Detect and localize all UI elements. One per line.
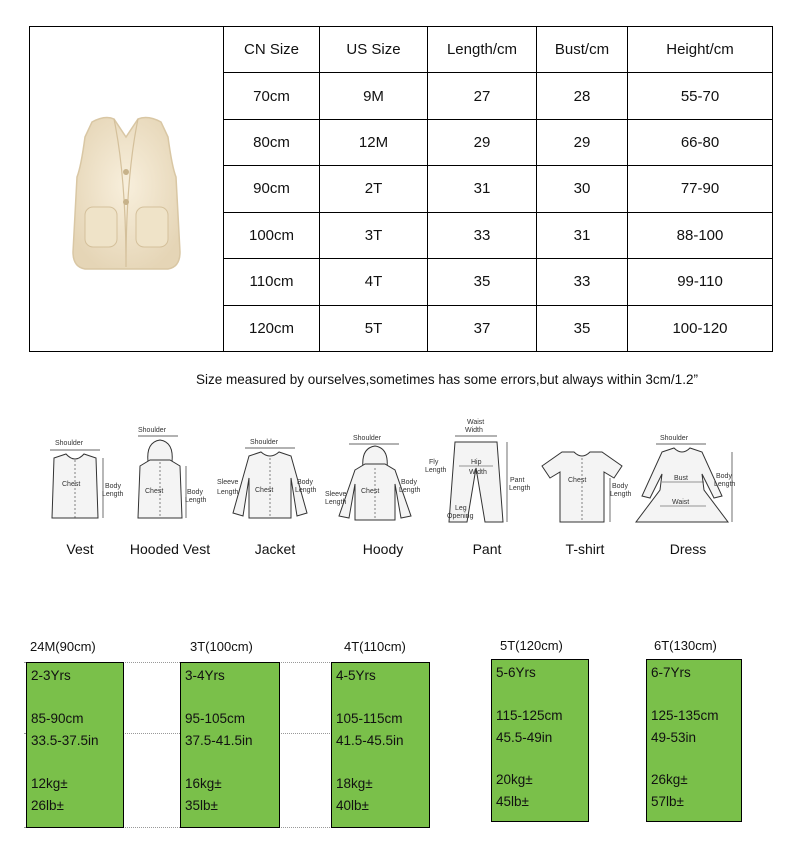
table-cell: 30 bbox=[537, 166, 628, 212]
col-header-height: Height/cm bbox=[628, 27, 773, 73]
col-header-cn-size: CN Size bbox=[224, 27, 320, 73]
age-years: 4-5Yrs bbox=[336, 668, 376, 683]
col-header-bust: Bust/cm bbox=[537, 27, 628, 73]
table-cell: 12M bbox=[320, 119, 428, 165]
table-cell: 90cm bbox=[224, 166, 320, 212]
measure-label: Length bbox=[102, 491, 124, 498]
age-height-in: 37.5-41.5in bbox=[185, 733, 253, 748]
table-cell: 35 bbox=[537, 305, 628, 351]
age-card bbox=[331, 662, 430, 828]
age-title: 24M(90cm) bbox=[30, 639, 96, 654]
measure-label: Shoulder bbox=[660, 435, 689, 442]
measure-label: Chest bbox=[145, 488, 164, 495]
age-title: 3T(100cm) bbox=[190, 639, 253, 654]
measure-label: Width bbox=[465, 427, 483, 434]
measure-label: Length bbox=[399, 487, 421, 494]
age-weight-lb: 35lb± bbox=[185, 798, 218, 813]
label-tshirt: T-shirt bbox=[565, 541, 605, 557]
measure-label: Chest bbox=[255, 487, 274, 494]
measure-label: Body bbox=[187, 489, 203, 496]
age-years: 6-7Yrs bbox=[651, 665, 691, 680]
table-cell: 100cm bbox=[224, 212, 320, 258]
measure-label: Opening bbox=[447, 513, 474, 520]
measure-label: Sleeve bbox=[217, 479, 239, 486]
label-jacket: Jacket bbox=[254, 541, 296, 557]
age-title: 6T(130cm) bbox=[654, 638, 717, 653]
measure-label: Length bbox=[425, 467, 447, 474]
table-cell: 9M bbox=[320, 73, 428, 119]
age-title: 5T(120cm) bbox=[500, 638, 563, 653]
table-cell: 66-80 bbox=[628, 119, 773, 165]
table-cell: 31 bbox=[428, 166, 537, 212]
table-cell: 4T bbox=[320, 259, 428, 305]
table-cell: 80cm bbox=[224, 119, 320, 165]
measure-label: Leg bbox=[455, 505, 467, 512]
table-cell: 70cm bbox=[224, 73, 320, 119]
measure-label: Length bbox=[509, 485, 531, 492]
table-cell: 35 bbox=[428, 259, 537, 305]
age-weight-lb: 57lb± bbox=[651, 794, 684, 809]
measure-label: Chest bbox=[62, 481, 81, 488]
tshirt-diagram bbox=[532, 418, 637, 528]
age-height-cm: 125-135cm bbox=[651, 708, 719, 723]
table-cell: 27 bbox=[428, 73, 537, 119]
age-weight-kg: 20kg± bbox=[496, 772, 533, 787]
age-weight-lb: 26lb± bbox=[31, 798, 64, 813]
table-cell: 2T bbox=[320, 166, 428, 212]
table-cell: 28 bbox=[537, 73, 628, 119]
table-cell: 33 bbox=[537, 259, 628, 305]
table-cell: 29 bbox=[537, 119, 628, 165]
measure-label: Width bbox=[469, 469, 487, 476]
measure-label: Waist bbox=[672, 499, 690, 506]
age-card bbox=[180, 662, 280, 828]
age-height-in: 33.5-37.5in bbox=[31, 733, 99, 748]
age-years: 2-3Yrs bbox=[31, 668, 71, 683]
hoody-diagram bbox=[325, 418, 435, 528]
table-cell: 29 bbox=[428, 119, 537, 165]
measure-label: Sleeve bbox=[325, 491, 347, 498]
measure-label: Body bbox=[297, 479, 313, 486]
measure-label: Bust bbox=[674, 475, 689, 482]
table-cell: 99-110 bbox=[628, 259, 773, 305]
measure-label: Shoulder bbox=[250, 439, 279, 446]
jacket-diagram bbox=[215, 418, 325, 528]
product-photo-cell bbox=[30, 27, 224, 352]
age-weight-kg: 12kg± bbox=[31, 776, 68, 791]
pant-diagram bbox=[425, 418, 540, 530]
table-cell: 55-70 bbox=[628, 73, 773, 119]
fleece-vest-photo bbox=[30, 27, 223, 347]
age-height-cm: 115-125cm bbox=[496, 708, 563, 723]
table-cell: 31 bbox=[537, 212, 628, 258]
dress-diagram bbox=[628, 418, 748, 528]
measure-label: Chest bbox=[568, 477, 587, 484]
age-weight-kg: 16kg± bbox=[185, 776, 222, 791]
measure-label: Shoulder bbox=[55, 440, 84, 447]
age-years: 3-4Yrs bbox=[185, 668, 225, 683]
age-height-cm: 95-105cm bbox=[185, 711, 246, 726]
table-cell: 110cm bbox=[224, 259, 320, 305]
table-cell: 33 bbox=[428, 212, 537, 258]
label-hooded-vest: Hooded Vest bbox=[129, 541, 211, 557]
size-table bbox=[29, 26, 773, 352]
label-pant: Pant bbox=[472, 541, 502, 557]
table-cell: 88-100 bbox=[628, 212, 773, 258]
table-header-row bbox=[30, 27, 773, 73]
age-title: 4T(110cm) bbox=[344, 639, 406, 654]
age-weight-kg: 18kg± bbox=[336, 776, 373, 791]
table-cell: 120cm bbox=[224, 305, 320, 351]
measure-label: Chest bbox=[361, 488, 380, 495]
table-cell: 100-120 bbox=[628, 305, 773, 351]
age-card bbox=[26, 662, 124, 828]
label-dress: Dress bbox=[669, 541, 707, 557]
measure-label: Length bbox=[325, 499, 347, 506]
measure-label: Shoulder bbox=[138, 427, 167, 434]
measure-label: Length bbox=[217, 489, 239, 496]
col-header-us-size: US Size bbox=[320, 27, 428, 73]
age-card bbox=[646, 659, 742, 822]
measurement-note: Size measured by ourselves,sometimes has some errors,but always within 3cm/1.2” bbox=[196, 372, 698, 387]
measure-label: Body bbox=[716, 473, 732, 480]
age-weight-kg: 26kg± bbox=[651, 772, 688, 787]
measure-label: Hip bbox=[471, 459, 482, 466]
measure-label: Body bbox=[401, 479, 417, 486]
measure-label: Shoulder bbox=[353, 435, 382, 442]
age-weight-lb: 40lb± bbox=[336, 798, 369, 813]
measure-label: Length bbox=[295, 487, 317, 494]
table-cell: 37 bbox=[428, 305, 537, 351]
age-height-in: 41.5-45.5in bbox=[336, 733, 404, 748]
table-cell: 77-90 bbox=[628, 166, 773, 212]
age-years: 5-6Yrs bbox=[496, 665, 536, 680]
age-height-in: 45.5-49in bbox=[496, 730, 553, 745]
age-height-in: 49-53in bbox=[651, 730, 697, 745]
label-hoody: Hoody bbox=[362, 541, 404, 557]
measure-label: Pant bbox=[510, 477, 525, 484]
age-weight-lb: 45lb± bbox=[496, 794, 529, 809]
label-vest: Vest bbox=[66, 541, 94, 557]
measure-label: Length bbox=[714, 481, 736, 488]
table-cell: 5T bbox=[320, 305, 428, 351]
measure-label: Length bbox=[610, 491, 632, 498]
vest-diagram bbox=[40, 418, 135, 528]
measure-label: Body bbox=[612, 483, 628, 490]
table-cell: 3T bbox=[320, 212, 428, 258]
measure-label: Waist bbox=[467, 419, 485, 426]
age-height-cm: 85-90cm bbox=[31, 711, 84, 726]
age-card bbox=[491, 659, 589, 822]
measure-label: Length bbox=[185, 497, 207, 504]
age-height-cm: 105-115cm bbox=[336, 711, 403, 726]
col-header-length: Length/cm bbox=[428, 27, 537, 73]
measure-label: Body bbox=[105, 483, 121, 490]
measure-label: Fly bbox=[429, 459, 439, 466]
hooded-vest-diagram bbox=[130, 418, 225, 528]
